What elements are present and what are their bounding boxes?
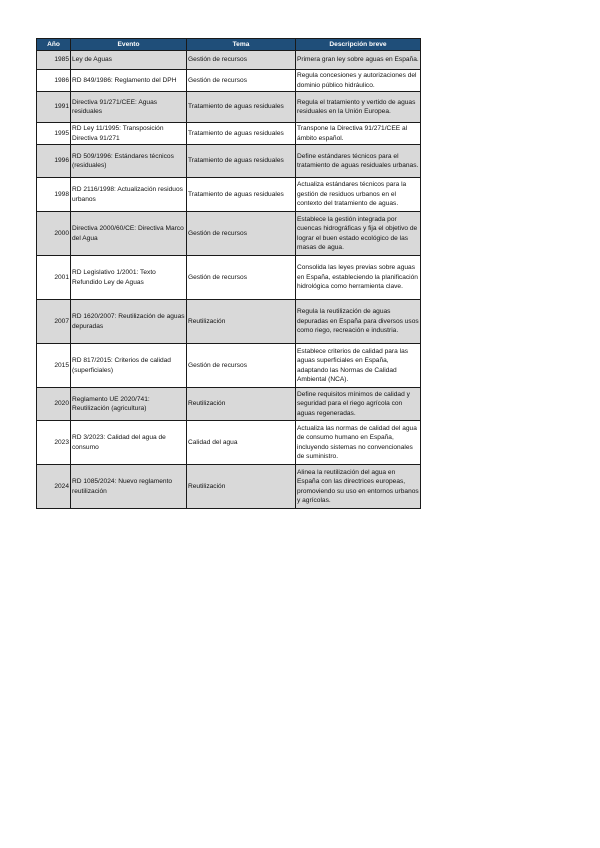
cell-topic: Calidad del agua [187, 421, 296, 465]
table-row [37, 300, 421, 344]
cell-event: RD 1620/2007: Reutilización de aguas depuradas [71, 300, 187, 344]
cell-year: 1986 [37, 70, 71, 92]
cell-year: 2024 [37, 465, 71, 509]
table-row [37, 70, 421, 92]
cell-event: RD 817/2015: Criterios de calidad (superficiales) [71, 344, 187, 388]
cell-description: Regula la reutilización de aguas depuradas en España para diversos usos como riego, recreación e industria. [296, 300, 421, 344]
table-header-row [37, 39, 421, 51]
cell-year: 1995 [37, 123, 71, 145]
cell-topic: Reutilización [187, 388, 296, 421]
table-row [37, 421, 421, 465]
table-row [37, 145, 421, 178]
cell-topic: Tratamiento de aguas residuales [187, 92, 296, 123]
cell-year: 2020 [37, 388, 71, 421]
cell-description: Regula concesiones y autorizaciones del dominio público hidráulico. [296, 70, 421, 92]
cell-year: 1991 [37, 92, 71, 123]
table-row [37, 344, 421, 388]
cell-event: RD 849/1986: Reglamento del DPH [71, 70, 187, 92]
cell-year: 1985 [37, 51, 71, 70]
header-event: Evento [71, 39, 187, 51]
cell-topic: Gestión de recursos [187, 51, 296, 70]
cell-description: Establece la gestión integrada por cuencas hidrográficas y fija el objetivo de lograr el buen estado ecológico de las masas de agua. [296, 212, 421, 256]
cell-year: 1998 [37, 178, 71, 212]
regulation-timeline-table [36, 38, 421, 509]
cell-description: Define estándares técnicos para el tratamiento de aguas residuales urbanas. [296, 145, 421, 178]
cell-topic: Gestión de recursos [187, 344, 296, 388]
cell-topic: Tratamiento de aguas residuales [187, 178, 296, 212]
cell-event: Directiva 2000/60/CE: Directiva Marco del Agua [71, 212, 187, 256]
table-row [37, 51, 421, 70]
cell-year: 2007 [37, 300, 71, 344]
cell-description: Actualiza las normas de calidad del agua de consumo humano en España, incluyendo sistemas no convencionales de suministro. [296, 421, 421, 465]
cell-year: 1996 [37, 145, 71, 178]
cell-topic: Reutilización [187, 465, 296, 509]
cell-description: Primera gran ley sobre aguas en España. [296, 51, 421, 70]
cell-event: RD 1085/2024: Nuevo reglamento reutilización [71, 465, 187, 509]
cell-description: Actualiza estándares técnicos para la gestión de residuos urbanos en el contexto del tratamiento de aguas. [296, 178, 421, 212]
cell-description: Define requisitos mínimos de calidad y seguridad para el riego agrícola con aguas regeneradas. [296, 388, 421, 421]
cell-event: RD 509/1996: Estándares técnicos (residuales) [71, 145, 187, 178]
table-row [37, 212, 421, 256]
cell-topic: Gestión de recursos [187, 256, 296, 300]
cell-year: 2001 [37, 256, 71, 300]
cell-topic: Reutilización [187, 300, 296, 344]
cell-event: Ley de Aguas [71, 51, 187, 70]
table-row [37, 465, 421, 509]
cell-description: Alinea la reutilización del agua en España con las directrices europeas, promoviendo su uso en entornos urbanos y agrícolas. [296, 465, 421, 509]
cell-description: Consolida las leyes previas sobre aguas en España, estableciendo la planificación hidrológica como herramienta clave. [296, 256, 421, 300]
table-row [37, 123, 421, 145]
table-row [37, 178, 421, 212]
cell-topic: Tratamiento de aguas residuales [187, 123, 296, 145]
cell-description: Transpone la Directiva 91/271/CEE al ámbito español. [296, 123, 421, 145]
header-description: Descripción breve [296, 39, 421, 51]
cell-description: Establece criterios de calidad para las aguas superficiales en España, adaptando las Normas de Calidad Ambiental (NCA). [296, 344, 421, 388]
cell-description: Regula el tratamiento y vertido de aguas residuales en la Unión Europea. [296, 92, 421, 123]
cell-topic: Gestión de recursos [187, 212, 296, 256]
header-year: Año [37, 39, 71, 51]
cell-event: RD Legislativo 1/2001: Texto Refundido Ley de Aguas [71, 256, 187, 300]
table-row [37, 92, 421, 123]
cell-year: 2000 [37, 212, 71, 256]
cell-event: RD 2116/1998: Actualización residuos urbanos [71, 178, 187, 212]
header-topic: Tema [187, 39, 296, 51]
cell-year: 2015 [37, 344, 71, 388]
table-row [37, 256, 421, 300]
cell-event: RD Ley 11/1995: Transposición Directiva 91/271 [71, 123, 187, 145]
cell-event: Reglamento UE 2020/741: Reutilización (agricultura) [71, 388, 187, 421]
cell-topic: Tratamiento de aguas residuales [187, 145, 296, 178]
cell-event: Directiva 91/271/CEE: Aguas residuales [71, 92, 187, 123]
cell-event: RD 3/2023: Calidad del agua de consumo [71, 421, 187, 465]
cell-topic: Gestión de recursos [187, 70, 296, 92]
table-row [37, 388, 421, 421]
cell-year: 2023 [37, 421, 71, 465]
